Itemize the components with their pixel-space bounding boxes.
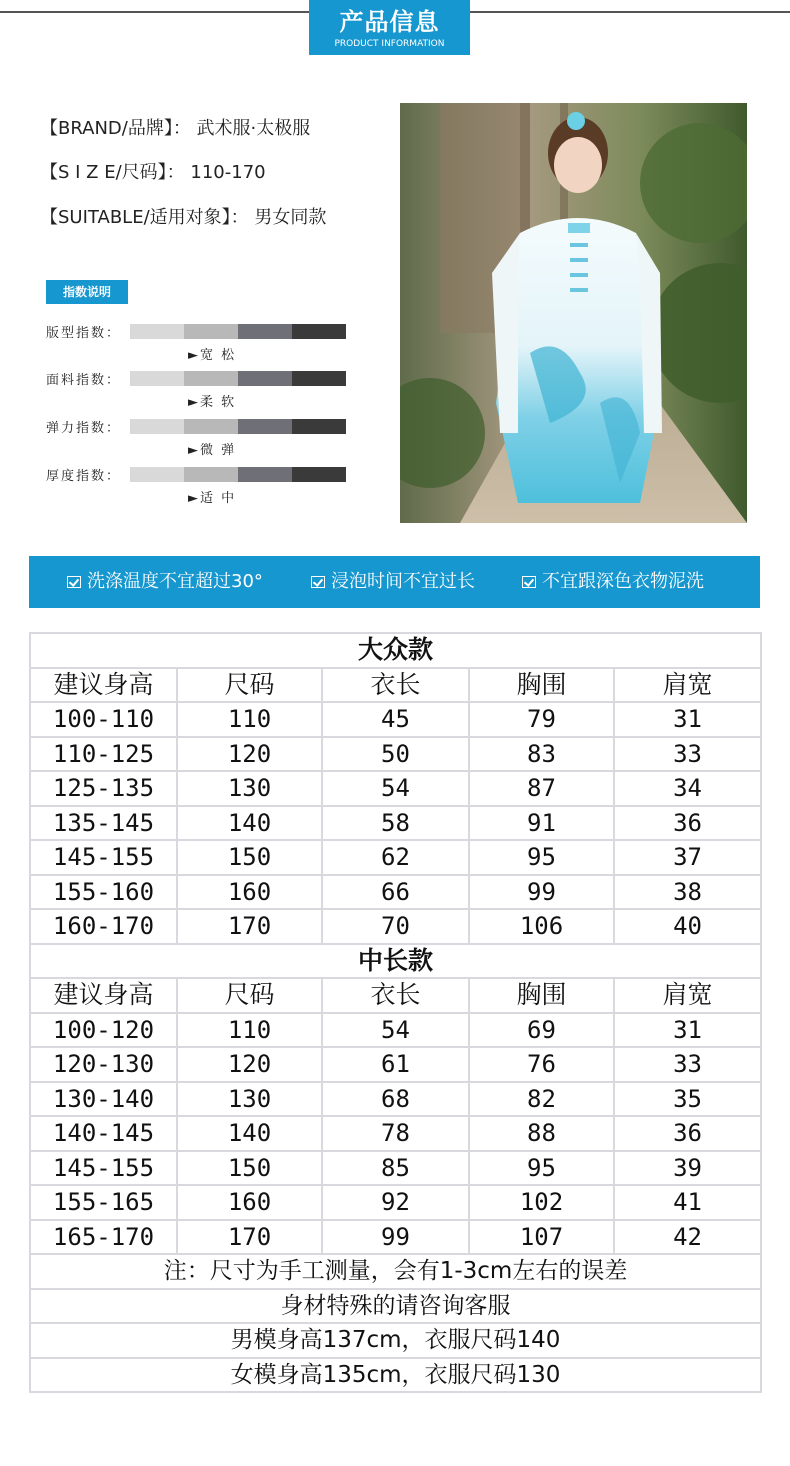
table-cell: 130 (177, 771, 322, 806)
checkbox-icon (311, 576, 325, 588)
column-header: 衣长 (322, 978, 469, 1013)
table-cell: 155-165 (30, 1185, 177, 1220)
table-cell: 170 (177, 909, 322, 944)
column-header: 肩宽 (614, 668, 761, 703)
index-value: ►宽 松 (188, 348, 237, 363)
care-item (522, 570, 704, 594)
table-cell: 54 (322, 1013, 469, 1048)
table-cell: 40 (614, 909, 761, 944)
brand-info: 【BRAND/品牌】： 武术服·太极服 (40, 118, 311, 139)
index-badge: 指数说明 (46, 280, 128, 304)
table-cell: 88 (469, 1116, 614, 1151)
table-cell: 76 (469, 1047, 614, 1082)
table-note: 身材特殊的请咨询客服 (30, 1289, 761, 1324)
column-header: 尺码 (177, 978, 322, 1013)
size-table (29, 632, 762, 1393)
note-row (30, 1323, 761, 1358)
suitable-info: 【SUITABLE/适用对象】： 男女同款 (40, 207, 327, 228)
care-text: 浸泡时间不宜过长 (331, 571, 475, 592)
column-header: 建议身高 (30, 668, 177, 703)
table-cell: 54 (322, 771, 469, 806)
table-cell: 100-120 (30, 1013, 177, 1048)
scale-segment (184, 371, 238, 386)
table-cell: 100-110 (30, 702, 177, 737)
table-cell: 61 (322, 1047, 469, 1082)
column-header: 胸围 (469, 978, 614, 1013)
table-cell: 34 (614, 771, 761, 806)
index-label: 弹力指数： (46, 421, 122, 436)
table-row (30, 1082, 761, 1117)
table-row (30, 1185, 761, 1220)
table-row (30, 1151, 761, 1186)
table-cell: 83 (469, 737, 614, 772)
table-cell: 69 (469, 1013, 614, 1048)
table-cell: 62 (322, 840, 469, 875)
table-cell: 160 (177, 875, 322, 910)
table-cell: 78 (322, 1116, 469, 1151)
table-note: 女模身高135cm，衣服尺码130 (30, 1358, 761, 1393)
size-table-body (30, 633, 761, 1392)
section-title: 产品信息 (339, 8, 440, 36)
table-cell: 45 (322, 702, 469, 737)
care-item (67, 570, 263, 594)
table-cell: 120-130 (30, 1047, 177, 1082)
column-header: 衣长 (322, 668, 469, 703)
table-row (30, 909, 761, 944)
index-scale-bar (130, 324, 346, 339)
index-value: ►微 弹 (188, 443, 237, 458)
table-cell: 140 (177, 806, 322, 841)
table-cell: 33 (614, 1047, 761, 1082)
table-cell: 130-140 (30, 1082, 177, 1117)
table-cell: 91 (469, 806, 614, 841)
table-section-title: 中长款 (30, 944, 761, 979)
table-cell: 36 (614, 806, 761, 841)
scale-segment (292, 467, 346, 482)
table-row (30, 702, 761, 737)
table-cell: 38 (614, 875, 761, 910)
table-cell: 140-145 (30, 1116, 177, 1151)
column-header: 建议身高 (30, 978, 177, 1013)
table-row (30, 1220, 761, 1255)
table-cell: 110 (177, 702, 322, 737)
scale-segment (238, 467, 292, 482)
scale-segment (238, 324, 292, 339)
care-text: 洗涤温度不宜超过30° (87, 571, 263, 592)
table-cell: 68 (322, 1082, 469, 1117)
index-scale-bar (130, 371, 346, 386)
scale-segment (130, 467, 184, 482)
scale-segment (130, 371, 184, 386)
table-header-row (30, 668, 761, 703)
table-cell: 31 (614, 1013, 761, 1048)
table-cell: 79 (469, 702, 614, 737)
table-cell: 50 (322, 737, 469, 772)
table-cell: 41 (614, 1185, 761, 1220)
table-cell: 85 (322, 1151, 469, 1186)
table-cell: 120 (177, 737, 322, 772)
table-cell: 99 (322, 1220, 469, 1255)
table-header-row (30, 978, 761, 1013)
scale-segment (238, 371, 292, 386)
table-cell: 37 (614, 840, 761, 875)
table-section-title: 大众款 (30, 633, 761, 668)
table-row (30, 1116, 761, 1151)
care-item (311, 570, 475, 594)
table-row (30, 840, 761, 875)
scale-segment (184, 324, 238, 339)
table-row (30, 1047, 761, 1082)
index-label: 面料指数： (46, 373, 122, 388)
table-cell: 31 (614, 702, 761, 737)
table-cell: 170 (177, 1220, 322, 1255)
table-cell: 145-155 (30, 840, 177, 875)
table-cell: 120 (177, 1047, 322, 1082)
care-text: 不宜跟深色衣物泥洗 (542, 571, 704, 592)
note-row (30, 1254, 761, 1289)
table-cell: 107 (469, 1220, 614, 1255)
table-cell: 140 (177, 1116, 322, 1151)
table-cell: 39 (614, 1151, 761, 1186)
index-value: ►柔 软 (188, 395, 237, 410)
table-cell: 82 (469, 1082, 614, 1117)
table-cell: 87 (469, 771, 614, 806)
table-cell: 160 (177, 1185, 322, 1220)
table-cell: 102 (469, 1185, 614, 1220)
table-cell: 36 (614, 1116, 761, 1151)
scale-segment (130, 324, 184, 339)
column-header: 肩宽 (614, 978, 761, 1013)
product-photo (400, 103, 747, 523)
table-cell: 155-160 (30, 875, 177, 910)
scale-segment (184, 467, 238, 482)
section-title-row (30, 944, 761, 979)
table-cell: 110-125 (30, 737, 177, 772)
scale-segment (238, 419, 292, 434)
table-cell: 150 (177, 840, 322, 875)
checkbox-icon (67, 576, 81, 588)
table-cell: 95 (469, 1151, 614, 1186)
index-scale-bar (130, 467, 346, 482)
table-cell: 92 (322, 1185, 469, 1220)
checkbox-icon (522, 576, 536, 588)
table-row (30, 771, 761, 806)
table-cell: 35 (614, 1082, 761, 1117)
index-label: 版型指数： (46, 326, 122, 341)
table-cell: 58 (322, 806, 469, 841)
table-cell: 145-155 (30, 1151, 177, 1186)
column-header: 尺码 (177, 668, 322, 703)
scale-segment (184, 419, 238, 434)
table-cell: 99 (469, 875, 614, 910)
table-cell: 160-170 (30, 909, 177, 944)
index-value: ►适 中 (188, 491, 237, 506)
scale-segment (292, 324, 346, 339)
table-row (30, 737, 761, 772)
table-cell: 165-170 (30, 1220, 177, 1255)
table-row (30, 1013, 761, 1048)
section-subtitle: PRODUCT INFORMATION (334, 39, 445, 49)
table-cell: 33 (614, 737, 761, 772)
table-cell: 130 (177, 1082, 322, 1117)
index-scale-bar (130, 419, 346, 434)
section-header (309, 0, 470, 55)
size-info: 【S I Z E/尺码】： 110-170 (40, 162, 266, 183)
index-label: 厚度指数： (46, 469, 122, 484)
scale-segment (130, 419, 184, 434)
column-header: 胸围 (469, 668, 614, 703)
table-cell: 95 (469, 840, 614, 875)
table-cell: 135-145 (30, 806, 177, 841)
table-cell: 106 (469, 909, 614, 944)
table-cell: 125-135 (30, 771, 177, 806)
table-cell: 150 (177, 1151, 322, 1186)
table-note: 男模身高137cm，衣服尺码140 (30, 1323, 761, 1358)
table-cell: 110 (177, 1013, 322, 1048)
header-divider-right (470, 11, 790, 13)
scale-segment (292, 371, 346, 386)
table-cell: 66 (322, 875, 469, 910)
table-cell: 70 (322, 909, 469, 944)
table-row (30, 806, 761, 841)
header-divider-left (0, 11, 318, 13)
note-row (30, 1358, 761, 1393)
table-cell: 42 (614, 1220, 761, 1255)
note-row (30, 1289, 761, 1324)
table-row (30, 875, 761, 910)
section-title-row (30, 633, 761, 668)
table-note: 注：尺寸为手工测量，会有1-3cm左右的误差 (30, 1254, 761, 1289)
scale-segment (292, 419, 346, 434)
care-banner (29, 556, 760, 608)
